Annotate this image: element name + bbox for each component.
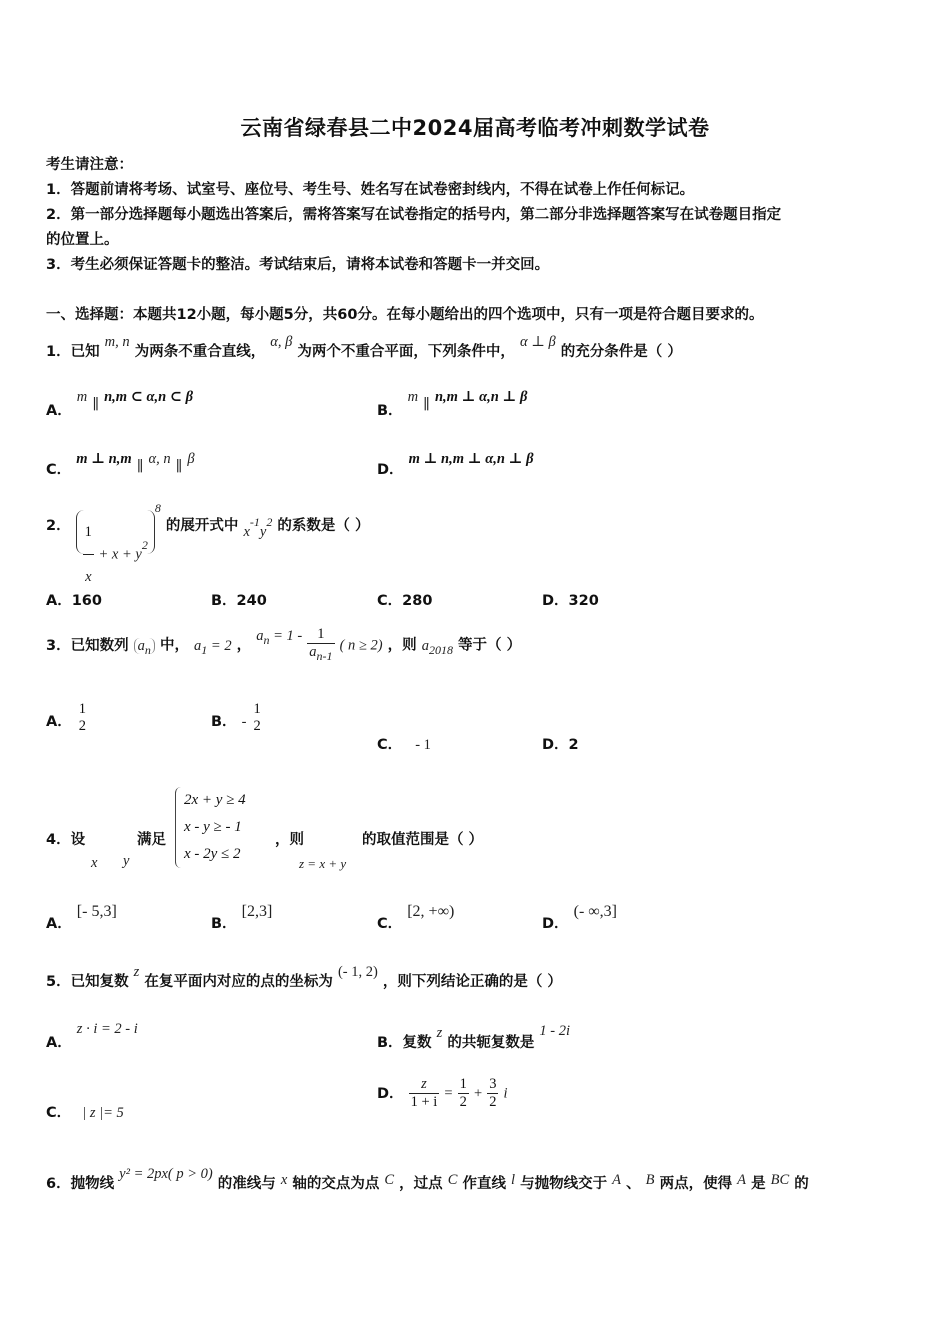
q1-option-a[interactable]: A． m ∥ n,m ⊂ α,n ⊂ β [46,389,194,419]
page-title: 云南省绿春县二中2024届高考临考冲刺数学试卷 [240,116,710,140]
q4-y: y [123,853,130,869]
q2-option-d[interactable]: D．320 [542,593,599,609]
notice-item-2-cont: 的位置上。 [46,232,119,248]
q5-option-b[interactable]: B．复数 z 的共轭复数是 1 - 2i [377,1023,571,1051]
q4-option-c[interactable]: C． [2, +∞) [377,903,455,932]
q3-an: $a_n = 1$ - [256,627,303,647]
q3-a2018: $a_{2018}$ [421,637,453,657]
q1-text-3: 的充分条件是（ ） [560,344,682,360]
q3-option-d[interactable]: D．2 [542,737,579,753]
q5-option-d[interactable]: D． $\frac{z}{1 + i}$ = $\frac{1}{2}$ + $\frac{3}{2}$ i [377,1076,508,1110]
q1-perp: α ⊥ β [519,334,556,350]
q1-option-d[interactable]: D． m ⊥ n,m ⊥ α,n ⊥ β [377,451,534,478]
q2-expression: $\frac{1}{x}$ + $x + y^2$ [76,510,155,554]
q1-num: 1．已知 [46,344,100,360]
notice-item-1: 1．答题前请将考场、试室号、座位号、考生号、姓名写在试卷密封线内，不得在试卷上作任何标记。 [46,182,695,198]
notice-item-2: 2．第一部分选择题每小题选出答案后，需将答案写在试卷指定的括号内，第二部分非选择题答案写在试卷题目指定 [46,207,782,223]
q3-option-b[interactable]: B． - 1 2 [211,701,261,734]
q3-option-c[interactable]: C． - 1 [377,737,431,753]
q1-option-c[interactable]: C． m ⊥ n,m ∥ α, n ∥ β [46,451,195,478]
q1-mn: m, n [104,334,130,350]
question-1 [46,334,682,361]
q2-option-a[interactable]: A．160 [46,593,102,609]
question-2: 2． $\frac{1}{x}$ + $x + y^{28}$ 的展开式中 $x^{-1}y^2$ 的系数是（ ） [46,510,369,554]
q4-constraint-system [175,787,246,868]
section-heading: 一、选择题：本题共12小题，每小题5分，共60分。在每小题给出的四个选项中，只有一项是符合题目要求的。 [46,307,764,323]
q4-constraint-3: x - 2y ≤ 2 [184,846,241,862]
question-3: 3．已知数列 $a_n$ 中， $a_1 = 2$ ， $a_n = 1$ - $\frac{1}{a_{n-1}}$ ( n ≥ 2) ，则 $a_{2018}$ 等于（ ） [46,626,522,663]
q1-option-b[interactable]: B． m ∥ n,m ⊥ α,n ⊥ β [377,389,528,419]
q4-option-d[interactable]: D． (- ∞,3] [542,903,617,932]
q1-text-1: 为两条不重合直线， [134,344,266,360]
q2-term: $x^{-1}y^2$ [243,515,273,540]
q4-option-a[interactable]: A． [- 5,3] [46,903,117,932]
q3-option-a[interactable]: A． 1 2 [46,701,87,734]
notice-item-3: 3．考生必须保证答题卡的整洁。考试结束后，请将本试卷和答题卡一并交回。 [46,257,550,273]
q1-text-2: 为两个不重合平面，下列条件中， [297,344,515,360]
q2-option-b[interactable]: B．240 [211,593,267,609]
q3-a1: $a_1 = 2$ [194,637,232,657]
q4-text-then: ，则 [275,832,304,848]
question-6: 6．抛物线 y² = 2px( p > 0) 的准线与 x 轴的交点为点 C ，过点 C 作直线 l 与抛物线交于 A 、 B 两点，使得 A 是 BC 的 [46,1166,809,1192]
question-5: 5．已知复数 z 在复平面内对应的点的坐标为 (- 1, 2) ，则下列结论正确的是（ ） [46,964,562,990]
q3-recurrence-fraction: $\frac{1}{a_{n-1}}$ [309,626,333,663]
q4-text-satisfy: 满足 [137,832,166,848]
q4-option-b[interactable]: B． [2,3] [211,903,273,932]
q4-z: z = x + y [299,856,347,871]
q4-constraint-2: x - y ≥ - 1 [184,819,242,835]
q1-ab: α, β [270,334,293,350]
q4-x: x [91,855,98,871]
q2-option-c[interactable]: C．280 [377,593,433,609]
question-4-label: 4．设 [46,832,86,848]
q5-option-a[interactable]: A． z · i = 2 - i [46,1021,138,1051]
notice-heading: 考生请注意： [46,157,133,173]
q2-fraction: $\frac{1}{x}$ [83,510,94,599]
q4-constraint-1: 2x + y ≥ 4 [184,792,246,808]
q3-sequence: $a_n$ [134,638,155,654]
q5-option-c[interactable]: C． | z |= 5 [46,1105,124,1121]
q4-text-range: 的取值范围是（ ） [362,832,484,848]
